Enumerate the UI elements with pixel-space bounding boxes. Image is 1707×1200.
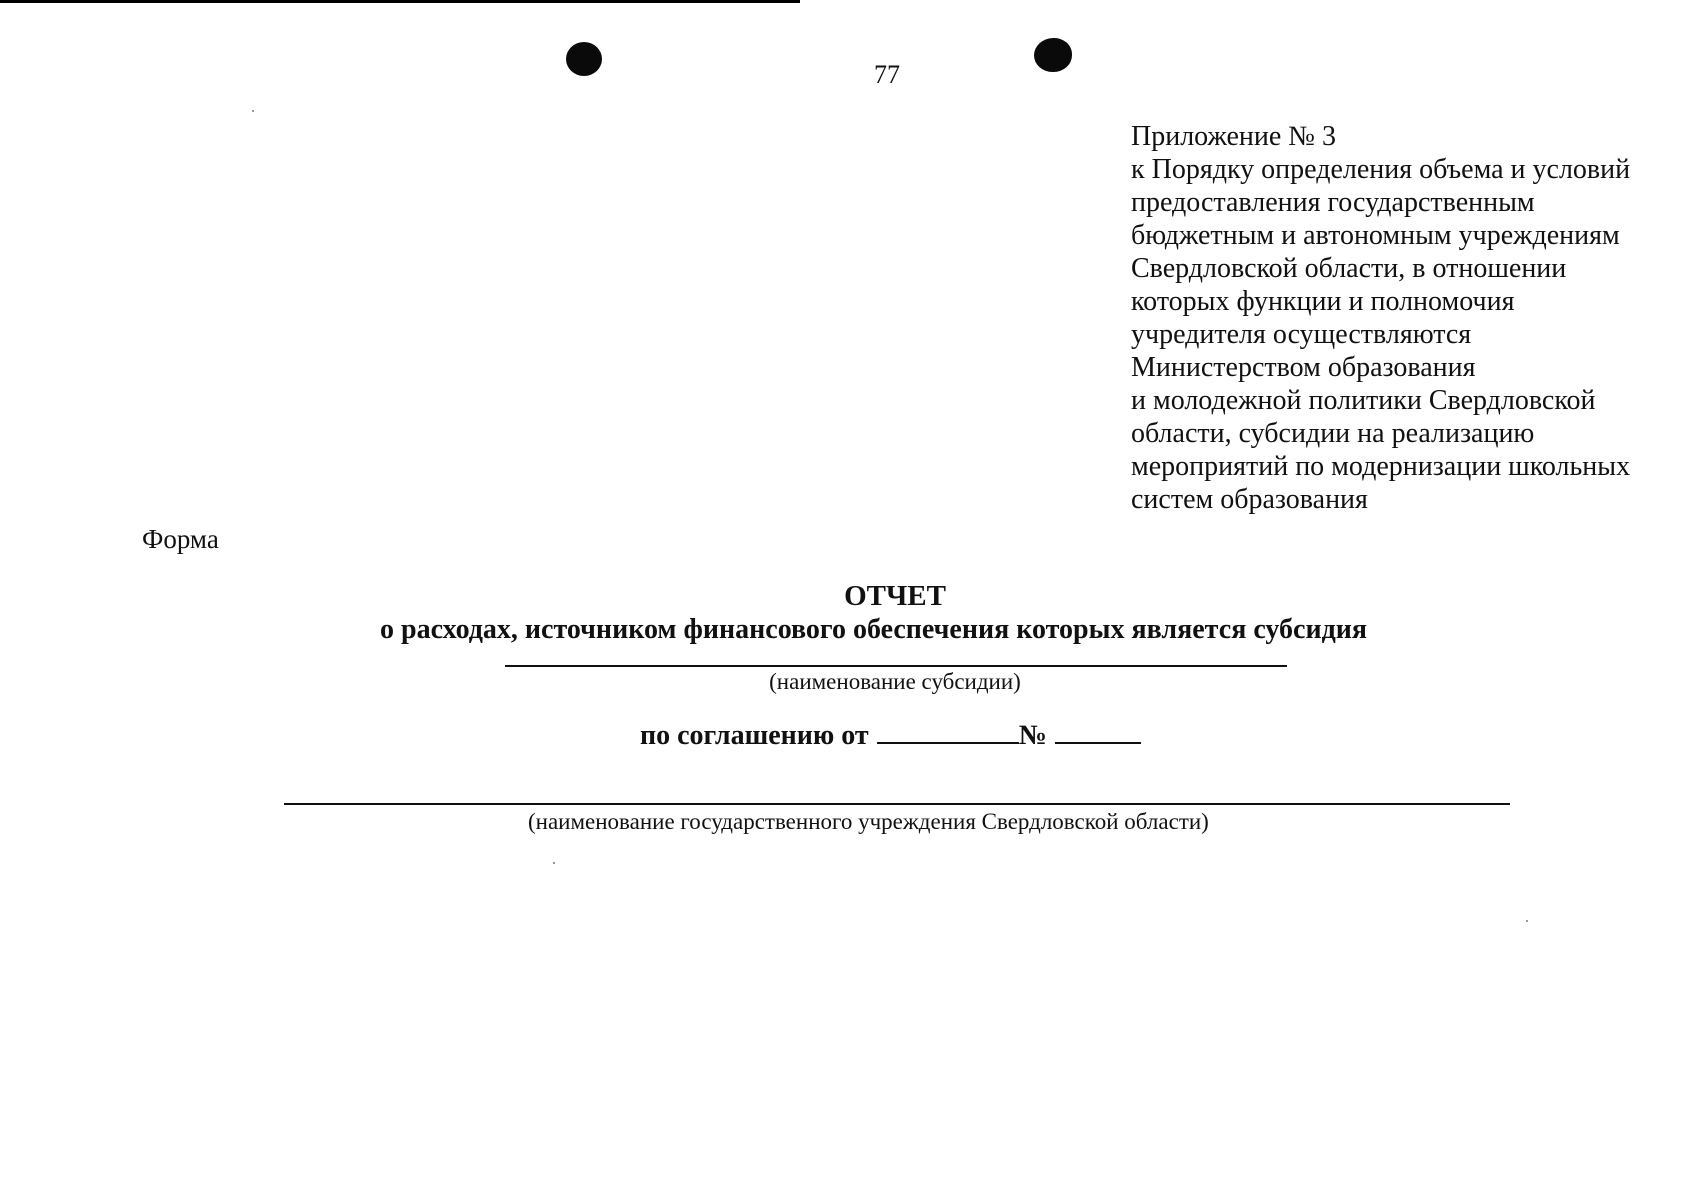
page-number: 77 xyxy=(874,60,900,89)
agreement-number-sign: № xyxy=(1018,720,1047,751)
scan-speck xyxy=(252,110,254,112)
appendix-line: Свердловской области, в отношении xyxy=(1131,253,1567,284)
scan-speck xyxy=(1526,920,1528,922)
appendix-line: предоставления государственным xyxy=(1131,187,1535,218)
punch-hole-right xyxy=(1034,38,1072,72)
appendix-header xyxy=(1131,120,1691,516)
agreement-date-blank xyxy=(877,720,1019,744)
appendix-line: Министерством образования xyxy=(1131,352,1476,383)
institution-name-line xyxy=(284,803,1510,805)
report-subtitle: о расходах, источником финансового обеспечения которых является субсидия xyxy=(380,614,1368,645)
agreement-line xyxy=(640,720,1141,752)
scan-top-edge xyxy=(0,0,800,3)
scan-speck xyxy=(553,862,555,864)
report-title: ОТЧЕТ xyxy=(844,580,946,612)
subsidy-name-caption: (наименование субсидии) xyxy=(769,669,1021,694)
appendix-line: бюджетным и автономным учреждениям xyxy=(1131,220,1620,251)
institution-name-caption: (наименование государственного учреждения Свердловской области) xyxy=(528,809,1209,834)
appendix-line: к Порядку определения объема и условий xyxy=(1131,154,1631,185)
appendix-line: области, субсидии на реализацию xyxy=(1131,418,1535,449)
appendix-line: Приложение № 3 xyxy=(1131,121,1336,152)
appendix-line: учредителя осуществляются xyxy=(1131,319,1472,350)
appendix-line: и молодежной политики Свердловской xyxy=(1131,385,1596,416)
appendix-line: мероприятий по модернизации школьных xyxy=(1131,451,1631,482)
agreement-prefix: по соглашению от xyxy=(640,720,869,751)
form-label: Форма xyxy=(142,524,219,554)
appendix-line: которых функции и полномочия xyxy=(1131,286,1515,317)
punch-hole-left xyxy=(566,42,602,76)
agreement-number-blank xyxy=(1055,720,1141,744)
subsidy-name-line xyxy=(505,665,1287,667)
appendix-line: систем образования xyxy=(1131,484,1368,515)
